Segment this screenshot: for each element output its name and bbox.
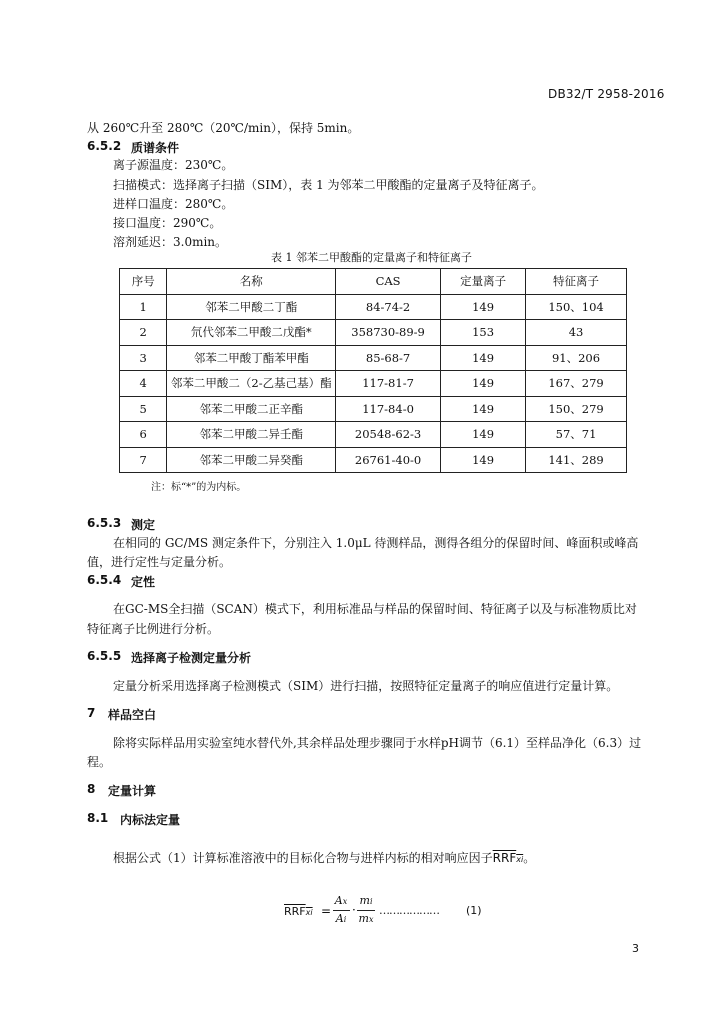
section-7-number: 7 bbox=[87, 706, 96, 720]
paragraph: 特征离子比例进行分析。 bbox=[87, 622, 220, 636]
formula-denominator-mx: mx bbox=[358, 912, 374, 925]
paragraph-text: 根据公式（1）计算标准溶液中的目标化合物与进样内标的相对响应因子 bbox=[113, 851, 493, 865]
table-row bbox=[120, 345, 627, 371]
section-8-1-title: 内标法定量 bbox=[120, 813, 181, 827]
table-cell: 43 bbox=[526, 320, 627, 346]
table-cell: 20548-62-3 bbox=[336, 422, 441, 448]
formula-denominator-ai: Ai bbox=[335, 912, 347, 925]
doc-header: DB32/T 2958-2016 bbox=[548, 87, 665, 101]
table-cell: 117-84-0 bbox=[336, 396, 441, 422]
paragraph: 值，进行定性与定量分析。 bbox=[87, 555, 232, 569]
period: 。 bbox=[523, 851, 536, 865]
section-6-5-2-number: 6.5.2 bbox=[87, 139, 122, 153]
table-cell: 邻苯二甲酸二异癸酯 bbox=[167, 447, 336, 473]
table-cell: 6 bbox=[120, 422, 167, 448]
table-cell: 149 bbox=[441, 422, 526, 448]
paragraph: 除将实际样品用实验室纯水替代外,其余样品处理步骤同于水样pH调节（6.1）至样品净化（6.3）过 bbox=[113, 736, 642, 750]
table-row bbox=[120, 320, 627, 346]
table-cell: 149 bbox=[441, 396, 526, 422]
table-row bbox=[120, 371, 627, 397]
section-8-title: 定量计算 bbox=[108, 784, 157, 798]
section-6-5-2-title: 质谱条件 bbox=[131, 141, 180, 155]
section-6-5-4-number: 6.5.4 bbox=[87, 573, 122, 587]
page-number: 3 bbox=[632, 942, 639, 955]
table-cell: 3 bbox=[120, 345, 167, 371]
formula-numerator-ax: Ax bbox=[334, 894, 348, 907]
paragraph: 在GC-MS全扫描（SCAN）模式下，利用标准品与样品的保留时间、特征离子以及与标准物质比对 bbox=[113, 602, 637, 616]
table-cell: 149 bbox=[441, 371, 526, 397]
table-cell: 26761-40-0 bbox=[336, 447, 441, 473]
ms-condition: 进样口温度：280℃。 bbox=[113, 197, 234, 211]
table-cell: 149 bbox=[441, 294, 526, 320]
table-cell: 167、279 bbox=[526, 371, 627, 397]
section-8-number: 8 bbox=[87, 782, 96, 796]
section-6-5-3-number: 6.5.3 bbox=[87, 516, 122, 530]
formula-dot: · bbox=[352, 903, 356, 917]
table-caption: 表 1 邻苯二甲酸酯的定量离子和特征离子 bbox=[271, 251, 472, 264]
table-cell: 358730-89-9 bbox=[336, 320, 441, 346]
ion-table bbox=[119, 268, 627, 473]
table-row bbox=[120, 396, 627, 422]
table-cell: 91、206 bbox=[526, 345, 627, 371]
section-6-5-5-number: 6.5.5 bbox=[87, 649, 122, 663]
table-cell: 84-74-2 bbox=[336, 294, 441, 320]
table-header-cell: 名称 bbox=[167, 269, 336, 295]
table-header-cell: 特征离子 bbox=[526, 269, 627, 295]
section-6-5-3-title: 测定 bbox=[131, 518, 156, 532]
table-header-cell: CAS bbox=[336, 269, 441, 295]
section-7-title: 样品空白 bbox=[108, 708, 157, 722]
fraction-line bbox=[333, 910, 350, 911]
table-cell: 2 bbox=[120, 320, 167, 346]
table-row bbox=[120, 294, 627, 320]
table-cell: 153 bbox=[441, 320, 526, 346]
table-cell: 邻苯二甲酸二异壬酯 bbox=[167, 422, 336, 448]
paragraph: 程。 bbox=[87, 755, 112, 769]
formula-lhs: RRFxi bbox=[284, 905, 313, 918]
table-cell: 141、289 bbox=[526, 447, 627, 473]
table-header-row bbox=[120, 269, 627, 295]
table-cell: 氘代邻苯二甲酸二戊酯* bbox=[167, 320, 336, 346]
formula-number: (1) bbox=[466, 904, 482, 917]
table-cell: 149 bbox=[441, 345, 526, 371]
rrf-symbol: RRFxi bbox=[492, 851, 524, 865]
section-8-1-number: 8.1 bbox=[87, 811, 109, 825]
ms-condition: 溶剂延迟：3.0min。 bbox=[113, 235, 228, 249]
table-cell: 4 bbox=[120, 371, 167, 397]
section-6-5-5-title: 选择离子检测定量分析 bbox=[131, 651, 252, 665]
paragraph: 定量分析采用选择离子检测模式（SIM）进行扫描，按照特征定量离子的响应值进行定量计算。 bbox=[113, 679, 619, 693]
section-6-5-4-title: 定性 bbox=[131, 575, 156, 589]
fraction-line bbox=[357, 910, 375, 911]
table-cell: 1 bbox=[120, 294, 167, 320]
formula-equals: = bbox=[321, 904, 332, 918]
table-note: 注：标“*”的为内标。 bbox=[151, 482, 247, 493]
table-cell: 85-68-7 bbox=[336, 345, 441, 371]
ms-condition: 接口温度：290℃。 bbox=[113, 216, 222, 230]
table-cell: 57、71 bbox=[526, 422, 627, 448]
ms-condition: 扫描模式：选择离子扫描（SIM），表 1 为邻苯二甲酸酯的定量离子及特征离子。 bbox=[113, 178, 544, 192]
table-cell: 5 bbox=[120, 396, 167, 422]
table-cell: 邻苯二甲酸二正辛酯 bbox=[167, 396, 336, 422]
formula-numerator-mi: mi bbox=[359, 894, 373, 907]
paragraph: 在相同的 GC/MS 测定条件下，分别注入 1.0μL 待测样品，测得各组分的保留时间、峰面积或峰高 bbox=[113, 536, 639, 550]
paragraph bbox=[113, 850, 535, 868]
table-row bbox=[120, 422, 627, 448]
table-cell: 150、104 bbox=[526, 294, 627, 320]
table-cell: 149 bbox=[441, 447, 526, 473]
table-cell: 117-81-7 bbox=[336, 371, 441, 397]
table-header-cell: 定量离子 bbox=[441, 269, 526, 295]
table-cell: 150、279 bbox=[526, 396, 627, 422]
table-cell: 邻苯二甲酸丁酯苯甲酯 bbox=[167, 345, 336, 371]
paragraph: 从 260℃升至 280℃（20℃/min），保持 5min。 bbox=[87, 121, 360, 135]
ms-condition: 离子源温度：230℃。 bbox=[113, 158, 234, 172]
table-row bbox=[120, 447, 627, 473]
table-cell: 邻苯二甲酸二丁酯 bbox=[167, 294, 336, 320]
table-header-cell: 序号 bbox=[120, 269, 167, 295]
formula-leader-dots: ……………… bbox=[379, 904, 439, 917]
table-cell: 邻苯二甲酸二（2-乙基己基）酯 bbox=[167, 371, 336, 397]
table-cell: 7 bbox=[120, 447, 167, 473]
